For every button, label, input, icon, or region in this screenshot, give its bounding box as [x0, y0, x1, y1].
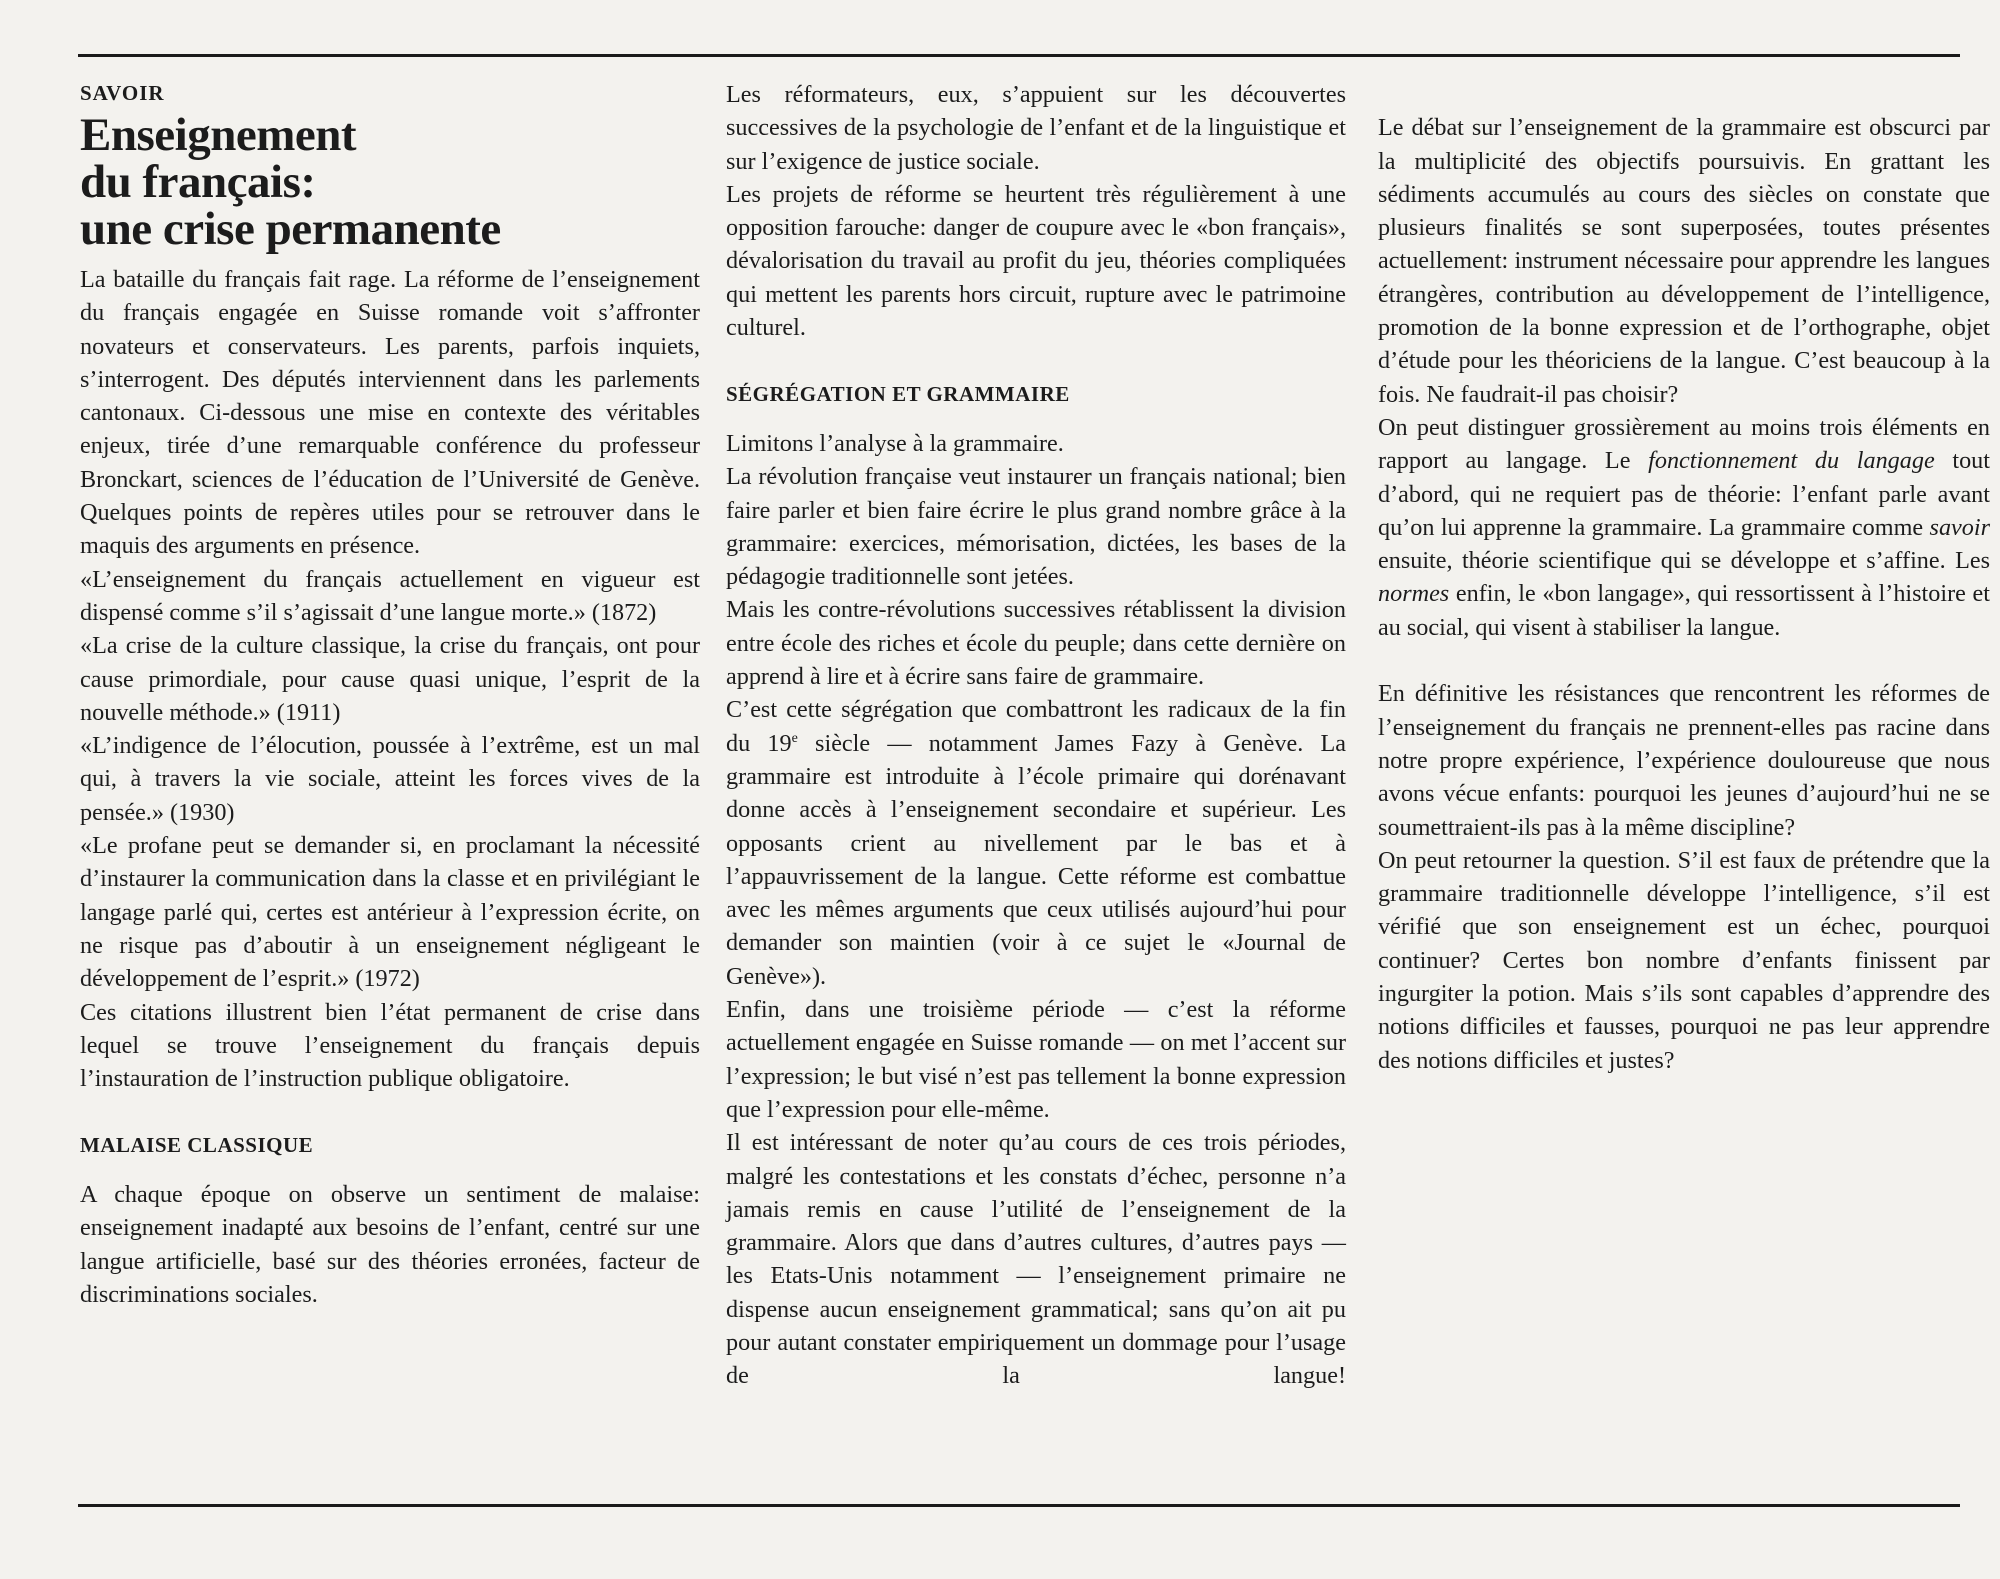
- citations-conclusion: Ces citations illustrent bien l’état permanent de crise dans lequel se trouve l’enseignement du français depuis l’instauration de l’instruction publique obligatoire.: [80, 998, 700, 1093]
- bottom-rule: [78, 1504, 1960, 1507]
- debate-paragraph-2: On peut distinguer grossièrement au moins trois éléments en rapport au langage. Le fonctionnement du langage tout d’abord, qui ne requiert pas de théorie: l’enfant parle avant qu’on lui apprenne la grammaire. La grammaire comme savoir ensuite, théorie scientifique qui se développe et s’affine. Les normes enfin, le «bon langage», qui ressortissent à l’histoire et au social, qui visent à stabiliser la langue.: [1378, 413, 1990, 641]
- malaise-paragraph-3: Les projets de réforme se heurtent très régulièrement à une opposition farouche: danger de coupure avec le «bon français», dévalorisation du travail au profit du jeu, théories compliquées qui mettent les parents hors circuit, rupture avec le patrimoine culturel.: [726, 180, 1346, 342]
- rubric: SAVOIR: [80, 81, 165, 105]
- segregation-paragraph-3: Mais les contre-révolutions successives rétablissent la division entre école des riches et école du peuple; dans cette dernière on apprend à lire et à écrire sans faire de grammaire.: [726, 596, 1346, 691]
- final-paragraph-1: En définitive les résistances que rencontrent les réformes de l’enseignement du français ne prennent-elles pas racine dans notre propre expérience, l’expérience douloureuse que nous avons vécue enfants: pourquoi les jeunes d’aujourd’hui ne se soumettraient-ils pas à la même discipline?: [1378, 680, 1990, 841]
- title-line-3: une crise permanente: [80, 203, 501, 255]
- quote-1930: «L’indigence de l’élocution, poussée à l’extrême, est un mal qui, à travers la vie sociale, atteint les forces vives de la pensée.» (1930): [80, 732, 700, 826]
- title-line-2: du français:: [80, 156, 316, 208]
- segregation-paragraph-5: Enfin, dans une troisième période — c’est la réforme actuellement engagée en Suisse romande — on met l’accent sur l’expression; le but visé n’est pas tellement la bonne expression que l’expression pour elle-même.: [726, 996, 1346, 1123]
- column-2: [726, 78, 1346, 1393]
- segregation-paragraph-4: C’est cette ségrégation que combattront les radicaux de la fin du 19e siècle — notamment James Fazy à Genève. La grammaire est introduite à l’école primaire qui dorénavant donne accès à l’enseignement secondaire et supérieur. Les opposants crient au nivellement par le bas et à l’appauvrissement de la langue. Cette réforme est combattue avec les mêmes arguments que ceux utilisés aujourd’hui pour demander son maintien (voir à ce sujet le «Journal de Genève»).: [726, 696, 1346, 990]
- segregation-paragraph-1: Limitons l’analyse à la grammaire.: [726, 429, 1064, 457]
- article-title: [80, 109, 700, 255]
- quote-1972: «Le profane peut se demander si, en proclamant la nécessité d’instaurer la communication dans la classe et en privilégiant le langage parlé qui, certes est antérieur à l’expression écrite, on ne risque pas d’aboutir à un enseignement négligeant le développement de l’esprit.» (1972): [80, 832, 700, 993]
- column-1: [80, 78, 700, 1311]
- debate-paragraph-1-visible: Le débat sur l’enseignement de la grammaire est obscurci par la multiplicité des objectifs poursuivis. En grattant les sédiments accumulés au cours des siècles on constate que plusieurs finalités se sont superposées, toutes présentes actuellement: instrument nécessaire pour apprendre les langues étrangères, contribution au développement de l’intelligence, promotion de la bonne expression et de l’orthographe, objet d’étude pour les théoriciens de la langue. C’est beaucoup à la fois. Ne faudrait-il pas choisir?: [1378, 114, 1990, 408]
- malaise-paragraph-1: A chaque époque on observe un sentiment de malaise: enseignement inadapté aux besoins de l’enfant, centré sur une langue artificielle, basé sur des théories erronées, facteur de discriminations sociales.: [80, 1181, 700, 1308]
- title-line-1: Enseignement: [80, 109, 356, 161]
- segregation-paragraph-2: La révolution française veut instaurer un français national; bien faire parler et bien faire écrire le plus grand nombre grâce à la grammaire: exercices, mémorisation, dictées, les bases de la pédagogie traditionnelle sont jetées.: [726, 463, 1346, 591]
- column-3-flow: [1378, 78, 1990, 1077]
- heading-segregation: SÉGRÉGATION ET GRAMMAIRE: [726, 381, 1070, 406]
- top-rule: [78, 54, 1960, 57]
- quote-1911: «La crise de la culture classique, la crise du français, ont pour cause primordiale, pour cause quasi unique, l’esprit de la nouvelle méthode.» (1911): [80, 632, 700, 726]
- heading-malaise: MALAISE CLASSIQUE: [80, 1132, 314, 1157]
- intro-paragraph: La bataille du français fait rage. La réforme de l’enseignement du français engagée en Suisse romande voit s’affronter novateurs et conservateurs. Les parents, parfois inquiets, s’interrogent. Des députés interviennent dans les parlements cantonaux. Ci-dessous une mise en contexte des véritables enjeux, tirée d’une remarquable conférence du professeur Bronckart, sciences de l’éducation de l’Université de Genève. Quelques points de repères utiles pour se retrouver dans le maquis des arguments en présence.: [80, 266, 700, 560]
- malaise-paragraph-2: Les réformateurs, eux, s’appuient sur les découvertes successives de la psychologie de l’enfant et de la linguistique et sur l’exigence de justice sociale.: [726, 81, 1346, 175]
- quote-1872: «L’enseignement du français actuellement en vigueur est dispensé comme s’il s’agissait d’une langue morte.» (1872): [80, 565, 700, 626]
- final-paragraph-2: On peut retourner la question. S’il est faux de prétendre que la grammaire traditionnelle développe l’intelligence, s’il est vérifié que son enseignement est un échec, pourquoi continuer? Certes bon nombre d’enfants finissent par ingurgiter la potion. Mais s’ils sont capables d’apprendre des notions difficiles et fausses, pourquoi ne pas leur apprendre des notions difficiles et justes?: [1378, 846, 1990, 1074]
- segregation-paragraph-6: Il est intéressant de noter qu’au cours de ces trois périodes, malgré les contestations et les constats d’échec, personne n’a jamais remis en cause l’utilité de l’enseignement de la grammaire. Alors que dans d’autres cultures, d’autres pays — les Etats-Unis notamment — l’enseignement primaire ne dispense aucun enseignement grammatical; sans qu’on ait pu pour autant constater empiriquement un dommage pour l’usage de la langue!: [726, 1129, 1346, 1390]
